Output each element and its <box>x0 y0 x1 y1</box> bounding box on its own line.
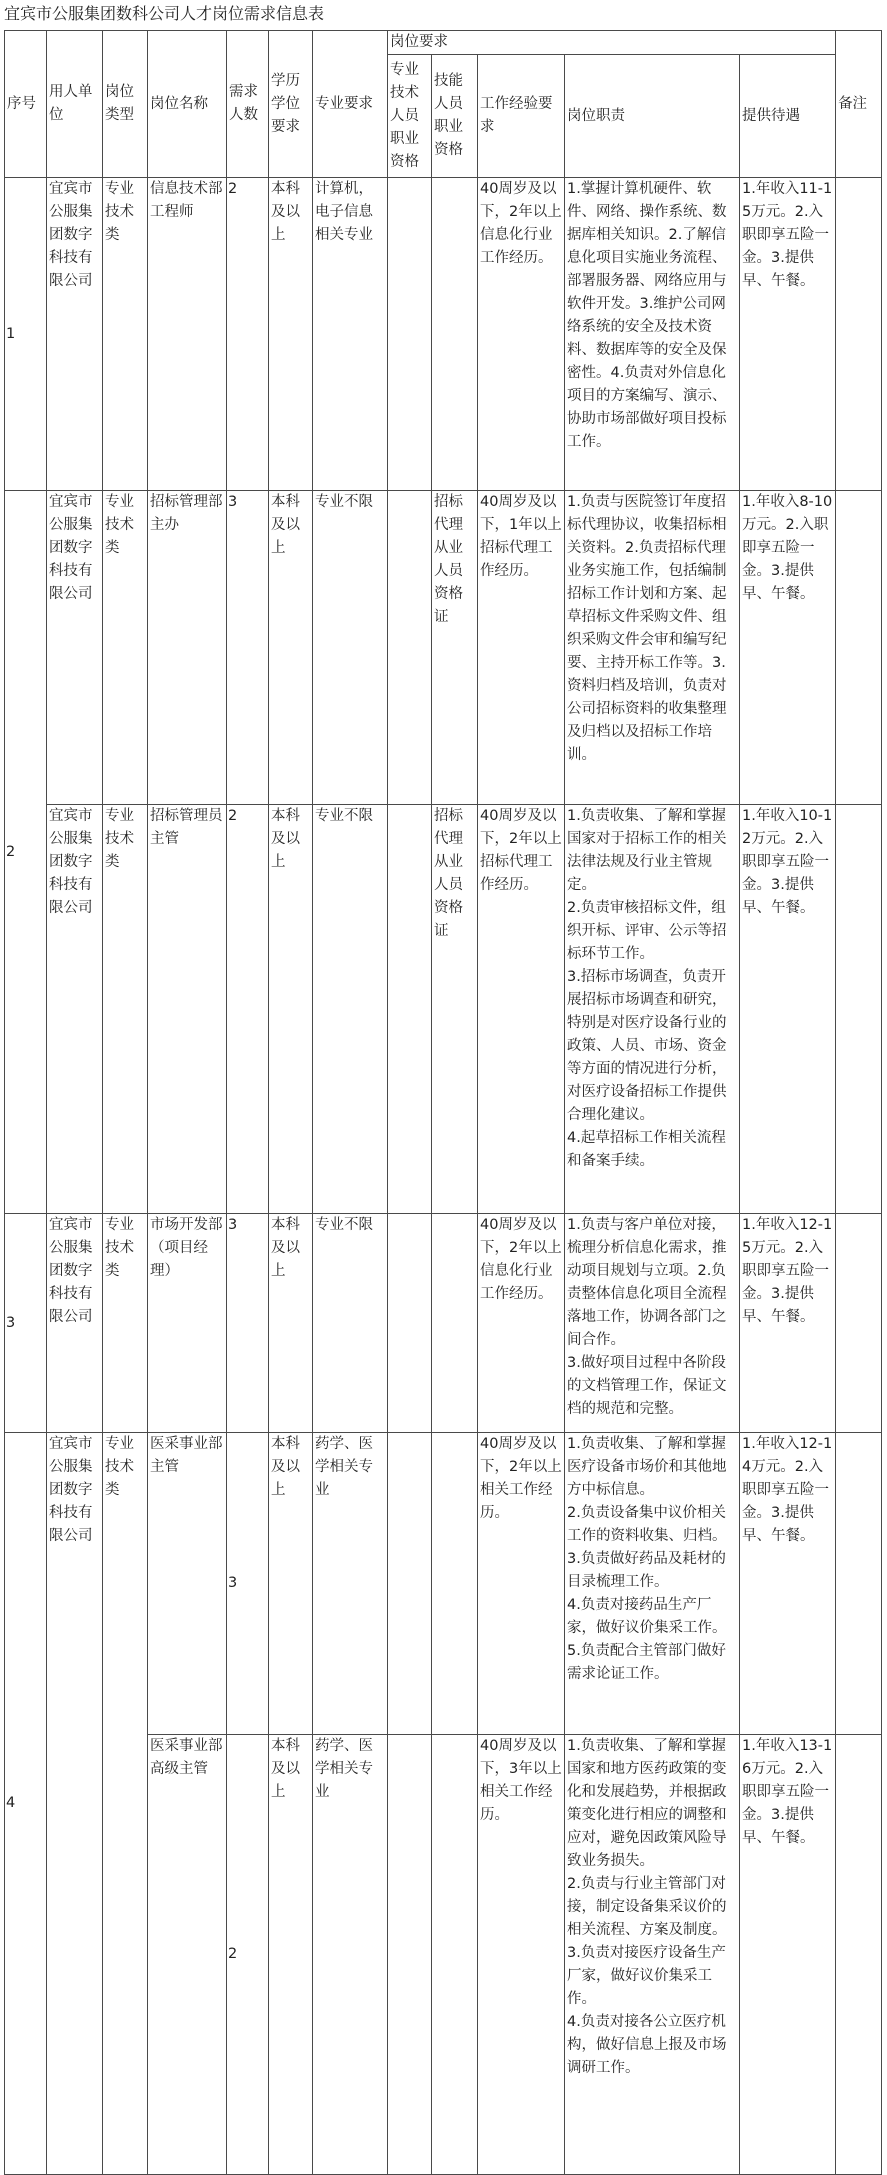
cell-major: 专业不限 <box>313 805 388 1214</box>
cell-tech <box>388 1214 432 1433</box>
cell-unit: 宜宾市公服集团数字科技有限公司 <box>47 805 103 1214</box>
cell-note <box>836 178 882 491</box>
duty-line: 5.负责配合主管部门做好需求论证工作。 <box>567 1643 726 1682</box>
cell-benefit: 1.年收入12-14万元。2.入职即享五险一金。3.提供早、午餐。 <box>740 1433 836 1735</box>
cell-edu: 本科及以上 <box>269 805 313 1214</box>
cell-type: 专业技术类 <box>103 178 148 491</box>
cell-exp: 40周岁及以下，2年以上信息化行业工作经历。 <box>478 1214 565 1433</box>
header-count: 需求人数 <box>227 31 269 178</box>
duty-line: 3.负责对接医疗设备生产厂家，做好议价集采工作。 <box>567 1945 726 2007</box>
duty-line: 3.做好项目过程中各阶段的文档管理工作，保证文档的规范和完整。 <box>567 1355 727 1417</box>
cell-duty: 1.负责与医院签订年度招标代理协议，收集招标相关资料。2.负责招标代理业务实施工作，包括编制招标工作计划和方案、起草招标文件采购文件、组织采购文件会审和编写纪要、主持开标工作等。3.资料归档及培训，负责对公司招标资料的收集整理及归档以及招标工作培训。 <box>565 491 740 805</box>
cell-note <box>836 1433 882 1735</box>
cell-no: 1 <box>5 178 47 491</box>
cell-major: 药学、医学相关专业 <box>313 1433 388 1735</box>
cell-exp: 40周岁及以下，3年以上相关工作经历。 <box>478 1735 565 2175</box>
table-row <box>5 805 882 1214</box>
cell-benefit: 1.年收入12-15万元。2.入职即享五险一金。3.提供早、午餐。 <box>740 1214 836 1433</box>
cell-edu: 本科及以上 <box>269 491 313 805</box>
cell-edu: 本科及以上 <box>269 1433 313 1735</box>
duty-line: 3.招标市场调查，负责开展招标市场调查和研究，特别是对医疗设备行业的政策、人员、市场、资金等方面的情况进行分析，对医疗设备招标工作提供合理化建议。 <box>567 969 727 1123</box>
job-requirements-table <box>4 30 882 2175</box>
header-benefit: 提供待遇 <box>740 55 836 178</box>
duty-line: 1.负责收集、了解和掌握医疗设备市场价和其他地方中标信息。 <box>567 1436 727 1498</box>
cell-benefit: 1.年收入11-15万元。2.入职即享五险一金。3.提供早、午餐。 <box>740 178 836 491</box>
cell-note <box>836 491 882 805</box>
cell-type: 专业技术类 <box>103 1214 148 1433</box>
cell-no: 4 <box>5 1433 47 2175</box>
header-type: 岗位类型 <box>103 31 148 178</box>
duty-line: 1.负责收集、了解和掌握国家对于招标工作的相关法律法规及行业主管规定。 <box>567 808 727 893</box>
cell-no: 3 <box>5 1214 47 1433</box>
cell-duty <box>565 1214 740 1433</box>
cell-note <box>836 1214 882 1433</box>
cell-no: 2 <box>5 491 47 1214</box>
cell-tech <box>388 178 432 491</box>
duty-line: 4.负责对接各公立医疗机构，做好信息上报及市场调研工作。 <box>567 2014 727 2076</box>
cell-unit: 宜宾市公服集团数字科技有限公司 <box>47 1433 103 2175</box>
cell-tech <box>388 805 432 1214</box>
header-duty: 岗位职责 <box>565 55 740 178</box>
header-edu: 学历学位要求 <box>269 31 313 178</box>
cell-exp: 40周岁及以下，1年以上招标代理工作经历。 <box>478 491 565 805</box>
cell-benefit: 1.年收入8-10万元。2.入职即享五险一金。3.提供早、午餐。 <box>740 491 836 805</box>
cell-major: 专业不限 <box>313 491 388 805</box>
cell-count: 2 <box>227 805 269 1214</box>
cell-tech <box>388 491 432 805</box>
table-row <box>5 178 882 491</box>
cell-type: 专业技术类 <box>103 1433 148 2175</box>
cell-count: 3 <box>227 491 269 805</box>
duty-line: 1.负责收集、了解和掌握国家和地方医药政策的变化和发展趋势，并根据政策变化进行相应的调整和应对，避免因政策风险导致业务损失。 <box>567 1738 727 1869</box>
cell-exp: 40周岁及以下，2年以上招标代理工作经历。 <box>478 805 565 1214</box>
cell-name: 信息技术部工程师 <box>148 178 227 491</box>
cell-unit: 宜宾市公服集团数字科技有限公司 <box>47 178 103 491</box>
cell-skill <box>432 178 478 491</box>
cell-name: 医采事业部主管 <box>148 1433 227 1735</box>
cell-name: 医采事业部高级主管 <box>148 1735 227 2175</box>
cell-type: 专业技术类 <box>103 491 148 805</box>
cell-duty <box>565 805 740 1214</box>
cell-name: 招标管理员主管 <box>148 805 227 1214</box>
cell-edu: 本科及以上 <box>269 178 313 491</box>
table-row <box>5 1214 882 1433</box>
duty-line: 1.负责与客户单位对接，梳理分析信息化需求，推动项目规划与立项。2.负责整体信息化项目全流程落地工作，协调各部门之间合作。 <box>567 1217 727 1348</box>
cell-type: 专业技术类 <box>103 805 148 1214</box>
cell-duty <box>565 1735 740 2175</box>
cell-tech <box>388 1735 432 2175</box>
header-no: 序号 <box>5 31 47 178</box>
header-requirements-group: 岗位要求 <box>388 31 836 55</box>
table-row <box>5 1433 882 1735</box>
cell-name: 招标管理部主办 <box>148 491 227 805</box>
cell-major: 专业不限 <box>313 1214 388 1433</box>
table-row <box>5 491 882 805</box>
cell-unit: 宜宾市公服集团数字科技有限公司 <box>47 1214 103 1433</box>
cell-tech <box>388 1433 432 1735</box>
duty-line: 2.负责设备集中议价相关工作的资料收集、归档。 <box>567 1505 727 1544</box>
duty-line: 2.负责与行业主管部门对接，制定设备集采议价的相关流程、方案及制度。 <box>567 1876 727 1938</box>
cell-exp: 40周岁及以下，2年以上信息化行业工作经历。 <box>478 178 565 491</box>
cell-name: 市场开发部（项目经理） <box>148 1214 227 1433</box>
header-major: 专业要求 <box>313 31 388 178</box>
cell-edu: 本科及以上 <box>269 1214 313 1433</box>
cell-count: 3 <box>227 1433 269 1735</box>
cell-duty <box>565 1433 740 1735</box>
duty-line: 4.负责对接药品生产厂家，做好议价集采工作。 <box>567 1597 727 1636</box>
cell-edu: 本科及以上 <box>269 1735 313 2175</box>
cell-note <box>836 1735 882 2175</box>
cell-count: 2 <box>227 1735 269 2175</box>
cell-skill <box>432 1433 478 1735</box>
duty-line: 3.负责做好药品及耗材的目录梳理工作。 <box>567 1551 726 1590</box>
header-experience: 工作经验要求 <box>478 55 565 178</box>
cell-duty: 1.掌握计算机硬件、软件、网络、操作系统、数据库相关知识。2.了解信息化项目实施业务流程、部署服务器、网络应用与软件开发。3.维护公司网络系统的安全及技术资料、数据库等的安全及保密性。4.负责对外信息化项目的方案编写、演示、协助市场部做好项目投标工作。 <box>565 178 740 491</box>
cell-skill: 招标代理从业人员资格证 <box>432 805 478 1214</box>
cell-unit: 宜宾市公服集团数字科技有限公司 <box>47 491 103 805</box>
cell-exp: 40周岁及以下，2年以上相关工作经历。 <box>478 1433 565 1735</box>
cell-major: 药学、医学相关专业 <box>313 1735 388 2175</box>
cell-benefit: 1.年收入13-16万元。2.入职即享五险一金。3.提供早、午餐。 <box>740 1735 836 2175</box>
cell-count: 3 <box>227 1214 269 1433</box>
cell-skill: 招标代理从业人员资格证 <box>432 491 478 805</box>
header-note: 备注 <box>836 31 882 178</box>
header-tech-qualification: 专业技术人员职业资格 <box>388 55 432 178</box>
cell-count: 2 <box>227 178 269 491</box>
cell-skill <box>432 1214 478 1433</box>
cell-skill <box>432 1735 478 2175</box>
cell-major: 计算机，电子信息相关专业 <box>313 178 388 491</box>
duty-line: 4.起草招标工作相关流程和备案手续。 <box>567 1130 726 1169</box>
cell-note <box>836 805 882 1214</box>
header-skill-qualification: 技能人员职业资格 <box>432 55 478 178</box>
cell-benefit: 1.年收入10-12万元。2.入职即享五险一金。3.提供早、午餐。 <box>740 805 836 1214</box>
header-unit: 用人单位 <box>47 31 103 178</box>
header-name: 岗位名称 <box>148 31 227 178</box>
page-title: 宜宾市公服集团数科公司人才岗位需求信息表 <box>4 4 325 23</box>
duty-line: 2.负责审核招标文件，组织开标、评审、公示等招标环节工作。 <box>567 900 727 962</box>
